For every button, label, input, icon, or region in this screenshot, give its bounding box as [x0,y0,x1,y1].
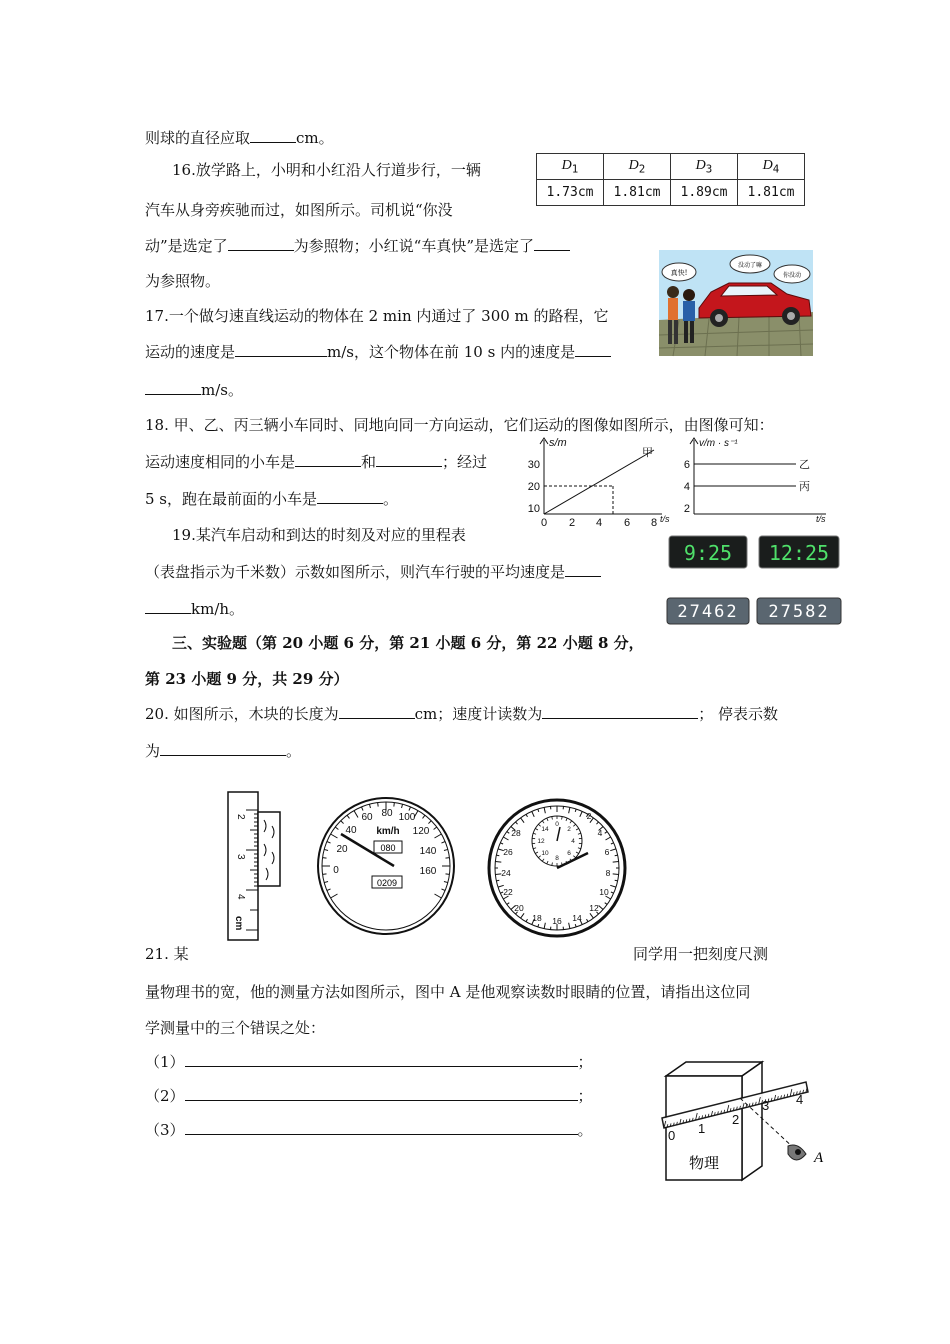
sw-inner-label: 2 [567,826,571,833]
q19-line2 [145,562,601,582]
q21-line3: 学测量中的三个错误之处： [145,1019,326,1037]
q17-text-a: 运动的速度是 [145,343,236,361]
graph2-ytick: 6 [683,459,690,471]
speedo-tick [323,874,327,875]
s-t-graph [520,434,670,529]
q20-text-d: 为 [145,742,161,760]
section-heading: 三、实验题（第 20 小题 6 分，第 21 小题 6 分，第 22 小题 8 分， [172,634,644,652]
table-cell: 1.89cm [671,180,738,206]
q21-item3 [145,1120,593,1140]
graph2-ytick: 2 [683,503,690,515]
ruler-mark: 3 [235,854,246,860]
q19-blank[interactable] [565,562,601,577]
sw-tick [495,862,501,863]
speedo-tick-label: 20 [336,844,348,855]
bubble-1: 真快! [670,269,688,277]
q18-text-c: ；经过 [442,453,488,471]
speedo-tick [394,803,395,807]
speedo-tick-label: 80 [381,808,393,819]
q21-item1 [145,1052,593,1072]
q15-text: 则球的直径应取 [145,129,251,147]
q18-blank3[interactable] [317,489,383,504]
q17-line2 [145,342,611,362]
sw-outer-label: 10 [599,887,609,897]
graph1-ylabel: s/m [549,437,567,449]
sw-tick [613,874,619,875]
bubble-3: 你没动 [782,272,802,279]
stopwatch-figure [486,797,628,939]
q15-unit: cm。 [296,129,334,147]
sw-inner-label: 4 [571,838,575,845]
q21-item2-label: （2） [145,1087,185,1105]
sw-inner-label: 14 [541,826,549,833]
q16-line1: 16.放学路上，小明和小红沿人行道步行，一辆 [172,161,481,179]
q18-blank2[interactable] [376,452,442,467]
ruler21-mark: 1 [698,1121,706,1136]
sw-outer-label: 14 [572,913,582,923]
sw-tick [615,855,618,856]
sw-outer-label: 12 [589,903,599,913]
q16-line2: 汽车从身旁疾驰而过，如图所示。司机说“你没 [145,201,453,219]
speedo-tick-label: 120 [412,826,430,837]
q21-item3-end: 。 [577,1121,593,1139]
ruler21-mark: 0 [668,1128,676,1143]
start-odometer: 27462 [677,602,739,622]
start-clock: 9:25 [683,541,733,565]
q21-line1b: 同学用一把刻度尺测 [633,945,769,963]
q16-blank2[interactable] [534,236,570,251]
q21-line2: 量物理书的宽，他的测量方法如图所示，图中 A 是他观察读数时眼睛的位置，请指出这位同 [145,983,751,1001]
sw-outer-label: 8 [605,868,611,878]
speedo-tick [445,858,449,859]
section-heading-cont: 第 23 小题 9 分，共 29 分） [145,670,349,688]
q18-text-e: 。 [383,490,399,508]
sw-inner-label: 10 [541,850,549,857]
q16-text-a: 动”是选定了 [145,237,228,255]
book-title: 物理 [688,1156,720,1172]
speedo-odometer: 0209 [376,878,398,888]
table-cell: 1.81cm [604,180,671,206]
ruler21-mark: 3 [762,1098,770,1113]
eye-icon [788,1145,806,1160]
sw-outer-label: 18 [532,913,542,923]
q19-blank-cont[interactable] [145,599,191,614]
table-row [537,180,805,206]
speedometer-figure [314,794,458,938]
q18-text-a: 运动速度相同的小车是 [145,453,296,471]
speedo-tick-label: 160 [419,866,437,877]
speedo-tick-label: 140 [419,846,437,857]
q21-item2-end: ； [577,1087,593,1105]
q17-blank1[interactable] [235,342,327,357]
graph1-xtick: 2 [568,517,576,529]
sw-outer-label: 20 [514,903,524,913]
q20-line2 [145,741,301,761]
sw-outer-label: 22 [503,887,513,897]
sw-outer-label: 6 [604,847,610,857]
sw-tick [496,880,499,881]
speedo-tick-label: 100 [398,812,416,823]
graph1-xtick: 4 [595,517,603,529]
q21-blank2[interactable] [185,1086,578,1101]
sw-outer-label: 2 [586,811,592,821]
q15-line [145,128,334,148]
car-cartoon-figure [659,250,813,356]
graph1-xlabel: t/s [660,514,670,524]
graph1-ytick: 20 [527,481,540,493]
ruler21-mark: 4 [796,1092,804,1107]
q17-line3 [145,380,243,400]
graph1-ytick: 10 [527,503,540,515]
clocks-odometers-figure [665,524,845,632]
sw-tick [613,862,619,863]
q21-line1a: 21. 某 [145,945,189,963]
q18-text-d: 5 s，跑在最前面的小车是 [145,490,318,508]
sw-outer-label: 16 [552,916,562,926]
speedo-tick [323,858,327,859]
speedo-tick [378,803,379,807]
graph2-xlabel: t/s [816,514,826,524]
graph2-line-label: 丙 [799,481,810,493]
q17-text-b: m/s，这个物体在前 10 s 内的速度是 [327,343,576,361]
sw-outer-label: 26 [503,847,513,857]
ruler-mark: 4 [235,894,246,900]
q20-line1 [145,704,778,724]
ruler-block-figure [222,790,284,942]
q16-blank1[interactable] [228,236,294,251]
q21-item1-end: ； [577,1053,593,1071]
q15-blank[interactable] [250,128,296,143]
q16-text-b: 为参照物；小红说“车真快”是选定了 [293,237,535,255]
q17-blank2-cont[interactable] [145,380,201,395]
graph2-ytick: 4 [683,481,690,493]
graph1-xtick: 6 [623,517,631,529]
q20-text-b: cm；速度计读数为 [414,705,543,723]
q17-line1: 17.一个做匀速直线运动的物体在 2 min 内通过了 300 m 的路程，它 [145,307,609,325]
q16-line4: 为参照物。 [145,272,221,290]
q17-blank2[interactable] [575,342,611,357]
speedo-tick-label: 60 [361,812,373,823]
q19-line1: 19.某汽车启动和到达的时刻及对应的里程表 [172,526,466,544]
graph1-line-label: 甲 [642,447,653,459]
table-header-cell: $D_4$ [738,154,805,180]
sw-inner-label: 6 [567,850,571,857]
speedo-tick [445,874,449,875]
q17-unit: m/s。 [201,381,243,399]
diameter-table [536,153,805,206]
q21-item1-label: （1） [145,1053,185,1071]
graph1-ytick: 30 [527,459,540,471]
q21-blank1[interactable] [185,1052,578,1067]
sw-outer-label: 28 [511,828,521,838]
graph2-ylabel: v/m · s⁻¹ [699,438,738,449]
q19-unit: km/h。 [191,600,245,618]
table-header-row [537,154,805,180]
q21-item3-label: （3） [145,1121,185,1139]
table-header-cell: $D_1$ [537,154,604,180]
ruler-mark: 2 [235,814,246,820]
speedo-unit: km/h [376,826,400,837]
sw-inner-label: 12 [537,838,545,845]
graph1-xtick: 0 [540,517,548,529]
table-cell: 1.73cm [537,180,604,206]
speedo-reading: 080 [380,843,396,853]
q18-blank1[interactable] [295,452,361,467]
q20-text-a: 20. 如图所示，木块的长度为 [145,705,339,723]
book-ruler-figure [660,1058,830,1184]
q18-text-b: 和 [361,453,377,471]
sw-outer-label: 24 [501,868,511,878]
table-header-cell: $D_3$ [671,154,738,180]
ruler21-mark: 2 [732,1112,740,1127]
q20-text-c: ； 停表示数 [698,705,779,723]
graph1-xtick: 8 [650,517,658,529]
table-cell: 1.81cm [738,180,805,206]
q21-blank3[interactable] [185,1120,578,1135]
v-t-graph [676,434,836,522]
q20-text-e: 。 [286,742,302,760]
sw-outer-label: 4 [597,828,603,838]
sw-inner-label: 0 [555,821,559,828]
q21-item2 [145,1086,593,1106]
eye-label: A [814,1150,824,1166]
q18-line1: 18. 甲、乙、丙三辆小车同时、同地向同一方向运动，它们运动的图像如图所示，由图像可知： [145,416,774,434]
q18-line3 [145,489,398,509]
sw-inner-label: 8 [555,855,559,862]
graph2-line-label: 乙 [799,459,810,471]
table-header-cell: $D_2$ [604,154,671,180]
bubble-2: 没动了嘛 [737,262,763,269]
speedo-tick-label: 0 [333,865,339,876]
q18-line2 [145,452,487,472]
q20-blank1[interactable] [339,704,415,719]
speedo-tick-label: 40 [345,825,357,836]
q16-line3 [145,236,570,256]
end-clock: 12:25 [768,541,830,565]
ruler-unit: cm [233,916,244,931]
q20-blank3[interactable] [160,741,286,756]
q19-line3 [145,599,244,619]
sw-tick [615,880,618,881]
q20-blank2[interactable] [542,704,698,719]
end-odometer: 27582 [768,602,830,622]
sw-tick [496,855,499,856]
q19-text: （表盘指示为千米数）示数如图所示，则汽车行驶的平均速度是 [145,563,566,581]
